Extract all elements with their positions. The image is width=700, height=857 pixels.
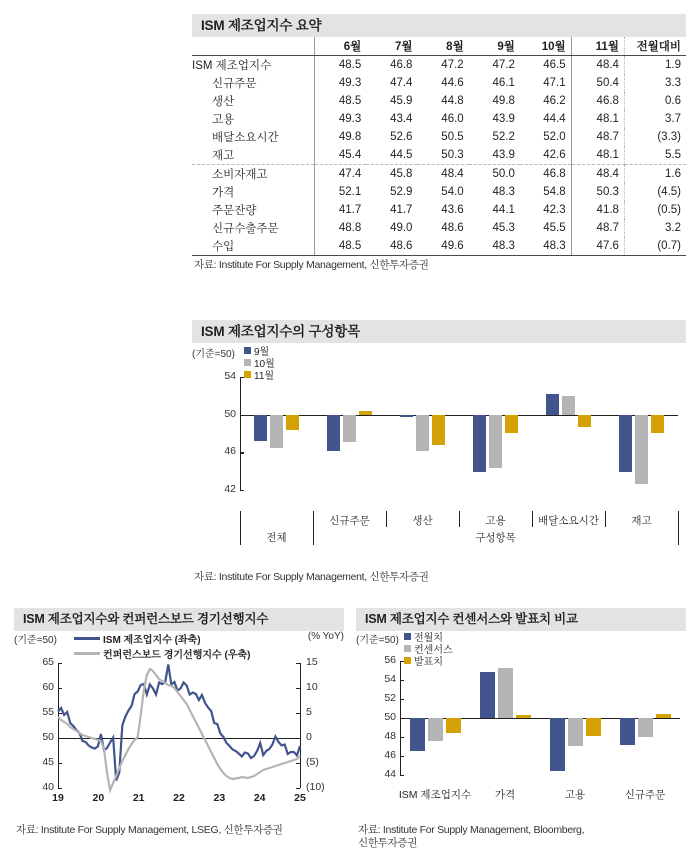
- col-header-jul: 7월: [366, 37, 417, 56]
- table-cell: 44.4: [543, 113, 566, 125]
- table-cell: 52.0: [543, 131, 566, 143]
- category-label: 배달소요시간: [538, 515, 599, 527]
- table-cell: 48.4: [571, 56, 624, 75]
- category-label: 생산: [412, 515, 433, 527]
- row-label: 수입: [192, 237, 315, 256]
- table-row: [192, 219, 686, 237]
- row-label: 신규주문: [212, 78, 257, 90]
- y-tick-label: 50: [224, 407, 236, 420]
- bar: [638, 718, 653, 737]
- category-label: 신규주문: [329, 515, 370, 527]
- table-cell: 52.1: [315, 183, 366, 201]
- leading-source: 자료: Institute For Supply Management, LSEG, 신한투자증권: [16, 824, 283, 836]
- right-y-tick-label: (10): [306, 781, 325, 793]
- table-cell: 45.3: [492, 222, 515, 234]
- bar: [619, 415, 632, 473]
- table-cell: 48.3: [492, 186, 515, 198]
- table-cell: (4.5): [624, 183, 686, 201]
- table-cell: 46.2: [543, 95, 566, 107]
- table-cell: 48.4: [571, 165, 624, 184]
- y-tick-label: 46: [224, 445, 236, 458]
- consensus-source-line2: 신한투자증권: [358, 837, 418, 849]
- legend-swatch-icon: [404, 657, 411, 664]
- col-header-nov: 11월: [571, 37, 624, 56]
- leading-chart-panel: [14, 608, 344, 837]
- table-cell: 48.5: [315, 237, 366, 256]
- bar: [400, 415, 413, 417]
- legend-swatch-icon: [244, 359, 251, 366]
- table-header-row: [192, 37, 686, 56]
- x-tick-label: 19: [52, 792, 64, 804]
- table-cell: 50.3: [417, 146, 468, 165]
- y-tick-label: 52: [384, 691, 396, 704]
- table-cell: 41.7: [315, 201, 366, 219]
- consensus-chart-panel: [356, 608, 686, 850]
- table-row: [192, 237, 686, 256]
- table-cell: 50.3: [571, 183, 624, 201]
- right-unit-note: (% YoY): [307, 631, 344, 642]
- table-row: [192, 165, 686, 184]
- bar: [516, 715, 531, 718]
- components-chart-panel: [192, 320, 686, 584]
- table-cell: 48.8: [315, 219, 366, 237]
- table-cell: 48.5: [315, 56, 366, 75]
- table-row: [192, 146, 686, 165]
- table-cell: 44.6: [441, 77, 464, 89]
- category-label: ISM 제조업지수: [398, 789, 472, 801]
- table-cell: 3.3: [624, 74, 686, 92]
- table-cell: 43.6: [441, 204, 464, 216]
- left-y-tick-label: 50: [42, 731, 54, 743]
- legend-item: [404, 653, 443, 668]
- row-label: 배달소요시간: [212, 132, 279, 144]
- y-tick-mark: [400, 661, 404, 662]
- legend-label: 11월: [254, 371, 275, 382]
- table-cell: 49.6: [417, 237, 468, 256]
- table-cell: 52.2: [492, 131, 515, 143]
- table-cell: 43.4: [390, 113, 413, 125]
- bar: [505, 415, 518, 433]
- table-row: [192, 74, 686, 92]
- y-tick-mark: [400, 737, 404, 738]
- y-tick-label: 56: [384, 654, 396, 666]
- summary-title: ISM 제조업지수 요약: [192, 14, 686, 37]
- legend-swatch-icon: [244, 347, 251, 354]
- category-label: 신규주문: [624, 789, 666, 801]
- col-header-blank: [192, 37, 315, 56]
- table-cell: 5.5: [624, 146, 686, 165]
- table-cell: 49.3: [315, 110, 366, 128]
- table-cell: 47.2: [492, 59, 515, 71]
- right-y-tick-label: 5: [306, 706, 312, 718]
- table-cell: 46.0: [441, 113, 464, 125]
- y-tick-mark: [240, 377, 244, 378]
- bar: [578, 415, 591, 427]
- bar: [568, 718, 583, 746]
- table-row: [192, 92, 686, 110]
- bar: [343, 415, 356, 442]
- y-axis-line: [240, 377, 241, 490]
- bar: [432, 415, 445, 445]
- y-tick-label: 46: [384, 748, 396, 761]
- x-tick-label: 21: [132, 792, 145, 804]
- right-y-tick-label: 10: [306, 681, 318, 693]
- bar: [254, 415, 267, 441]
- legend-label: 발표치: [414, 657, 443, 668]
- x-tick-label: 24: [253, 792, 266, 804]
- table-cell: 48.1: [571, 146, 624, 165]
- table-cell: 41.8: [571, 201, 624, 219]
- col-header-oct: 10월: [520, 37, 571, 56]
- table-cell: 54.0: [441, 186, 464, 198]
- leading-title: ISM 제조업지수와 컨퍼런스보드 경기선행지수: [14, 608, 344, 631]
- axis-group-caption: 구성항목: [475, 532, 516, 544]
- y-tick-label: 42: [224, 483, 236, 496]
- y-tick-mark: [240, 490, 244, 491]
- row-label: 고용: [212, 114, 235, 126]
- bar: [359, 411, 372, 415]
- table-row: [192, 183, 686, 201]
- table-cell: 45.9: [390, 95, 413, 107]
- table-header: [192, 37, 686, 56]
- table-cell: (3.3): [624, 128, 686, 146]
- left-y-tick-label: 40: [42, 781, 54, 793]
- bar: [489, 415, 502, 468]
- table-cell: 47.2: [441, 59, 464, 71]
- table-cell: 46.8: [543, 168, 566, 180]
- category-label: 재고: [631, 515, 652, 527]
- bar: [586, 718, 601, 736]
- table-cell: 1.6: [624, 165, 686, 184]
- table-cell: 46.8: [390, 59, 413, 71]
- left-y-tick-label: 45: [42, 756, 54, 768]
- left-y-tick-label: 65: [42, 656, 54, 668]
- table-cell: 48.7: [571, 219, 624, 237]
- col-header-jun: 6월: [315, 37, 366, 56]
- category-label: 고용: [564, 789, 586, 801]
- bar: [498, 668, 513, 718]
- right-y-tick-label: 15: [306, 656, 318, 668]
- bar: [473, 415, 486, 473]
- y-tick-mark: [400, 699, 404, 700]
- consensus-title: ISM 제조업지수 컨센서스와 발표치 비교: [356, 608, 686, 631]
- row-label: 생산: [212, 96, 235, 108]
- legend-label: 전월치: [414, 633, 443, 644]
- y-tick-label: 50: [384, 710, 396, 723]
- bar: [416, 415, 429, 451]
- y-tick-mark: [400, 680, 404, 681]
- left-y-tick-label: 60: [42, 681, 54, 693]
- table-cell: 45.4: [315, 146, 366, 165]
- baseline-50: [240, 415, 678, 416]
- legend-label: 9월: [254, 347, 270, 358]
- table-cell: 50.0: [492, 168, 515, 180]
- bar: [546, 394, 559, 415]
- row-label: 소비자재고: [212, 169, 268, 181]
- ism-summary-panel: [192, 14, 686, 272]
- bar: [480, 672, 495, 717]
- table-row: [192, 201, 686, 219]
- line-series: [58, 669, 300, 790]
- table-cell: 44.5: [366, 146, 417, 165]
- category-label: 전체: [266, 532, 287, 544]
- bar: [270, 415, 283, 448]
- table-cell: 46.1: [492, 77, 515, 89]
- legend-swatch-icon: [404, 645, 411, 652]
- table-cell: 49.3: [315, 74, 366, 92]
- legend-label: 컨퍼런스보드 경기선행지수 (우축): [103, 650, 251, 661]
- y-tick-mark: [400, 775, 404, 776]
- x-tick-label: 25: [294, 792, 306, 804]
- table-cell: 52.6: [390, 131, 413, 143]
- table-cell: 49.8: [315, 128, 366, 146]
- table-cell: 44.1: [492, 204, 515, 216]
- table-cell: 1.9: [624, 56, 686, 75]
- legend-item: [244, 367, 274, 382]
- y-tick-label: 44: [384, 767, 396, 780]
- col-header-sep: 9월: [469, 37, 520, 56]
- table-cell: 50.5: [441, 131, 464, 143]
- category-label: 가격: [494, 789, 516, 801]
- legend-swatch-icon: [244, 371, 251, 378]
- table-cell: 47.4: [315, 165, 366, 184]
- bar: [550, 718, 565, 771]
- col-header-aug: 8월: [417, 37, 468, 56]
- components-source: 자료: Institute For Supply Management, 신한투자증권: [194, 571, 429, 583]
- table-cell: 43.9: [492, 113, 515, 125]
- table-cell: 54.8: [543, 186, 566, 198]
- row-label: 주문잔량: [212, 205, 257, 217]
- table-cell: 48.6: [441, 222, 464, 234]
- table-cell: 41.7: [390, 204, 413, 216]
- left-unit-note: (기준=50): [14, 635, 57, 646]
- unit-note: (기준=50): [356, 635, 399, 646]
- left-y-tick-label: 55: [42, 706, 54, 718]
- table-cell: (0.5): [624, 201, 686, 219]
- table-cell: 0.6: [624, 92, 686, 110]
- x-tick-label: 22: [173, 792, 185, 804]
- table-cell: 47.1: [543, 77, 566, 89]
- table-row: [192, 56, 686, 75]
- table-cell: 45.8: [390, 168, 413, 180]
- table-cell: 46.8: [571, 92, 624, 110]
- components-title: ISM 제조업지수의 구성항목: [192, 320, 686, 343]
- leading-plot: [14, 631, 344, 824]
- x-tick-label: 23: [213, 792, 226, 804]
- table-cell: 48.3: [469, 237, 520, 256]
- x-tick-label: 20: [92, 792, 105, 804]
- right-y-tick-label: (5): [306, 756, 319, 768]
- table-cell: 47.4: [390, 77, 413, 89]
- bar: [410, 718, 425, 751]
- table-cell: 46.5: [543, 59, 566, 71]
- bar: [327, 415, 340, 452]
- table-cell: 50.4: [571, 74, 624, 92]
- table-cell: 47.6: [571, 237, 624, 256]
- y-tick-label: 54: [384, 672, 396, 685]
- table-cell: 42.3: [543, 204, 566, 216]
- legend-label: 컨센서스: [414, 645, 453, 656]
- y-tick-mark: [400, 756, 404, 757]
- bar: [656, 714, 671, 718]
- right-y-tick-label: 0: [306, 731, 312, 743]
- table-cell: 49.0: [390, 222, 413, 234]
- consensus-source-line1: 자료: Institute For Supply Management, Bloomberg,: [358, 824, 585, 836]
- table-cell: 3.7: [624, 110, 686, 128]
- table-cell: 45.5: [543, 222, 566, 234]
- table-cell: 48.6: [366, 237, 417, 256]
- category-label: 고용: [485, 515, 506, 527]
- table-cell: 48.7: [571, 128, 624, 146]
- table-row: [192, 110, 686, 128]
- table-cell: 52.9: [390, 186, 413, 198]
- bar: [562, 396, 575, 415]
- table-cell: 42.6: [520, 146, 571, 165]
- row-label: 재고: [192, 146, 315, 165]
- row-label: ISM 제조업지수: [192, 60, 272, 72]
- table-cell: 48.3: [520, 237, 571, 256]
- y-tick-mark: [240, 452, 244, 453]
- table-cell: (0.7): [624, 237, 686, 256]
- bar: [286, 415, 299, 430]
- table-cell: 48.5: [315, 92, 366, 110]
- bar: [620, 718, 635, 745]
- bar: [446, 718, 461, 733]
- legend-label: ISM 제조업지수 (좌축): [103, 635, 201, 646]
- bar: [651, 415, 664, 433]
- legend-label: 10월: [254, 359, 275, 370]
- summary-source: 자료: Institute For Supply Management, 신한투자증권: [194, 259, 429, 271]
- table-row: [192, 128, 686, 146]
- table-cell: 49.8: [492, 95, 515, 107]
- table-cell: 3.2: [624, 219, 686, 237]
- components-plot: [192, 343, 686, 571]
- table-cell: 44.8: [441, 95, 464, 107]
- ism-summary-table: [192, 37, 686, 256]
- line-series: [58, 665, 300, 781]
- consensus-plot: [356, 631, 686, 824]
- y-tick-label: 54: [224, 370, 236, 382]
- table-cell: 48.1: [571, 110, 624, 128]
- bar: [635, 415, 648, 485]
- row-label: 신규수출주문: [212, 223, 279, 235]
- table-body: [192, 56, 686, 256]
- table-cell: 48.4: [441, 168, 464, 180]
- unit-note: (기준=50): [192, 349, 235, 360]
- col-header-mom: 전월대비: [624, 37, 686, 56]
- legend-swatch-icon: [404, 633, 411, 640]
- row-label: 가격: [212, 187, 235, 199]
- y-tick-label: 48: [384, 729, 396, 742]
- bar: [428, 718, 443, 742]
- table-cell: 43.9: [469, 146, 520, 165]
